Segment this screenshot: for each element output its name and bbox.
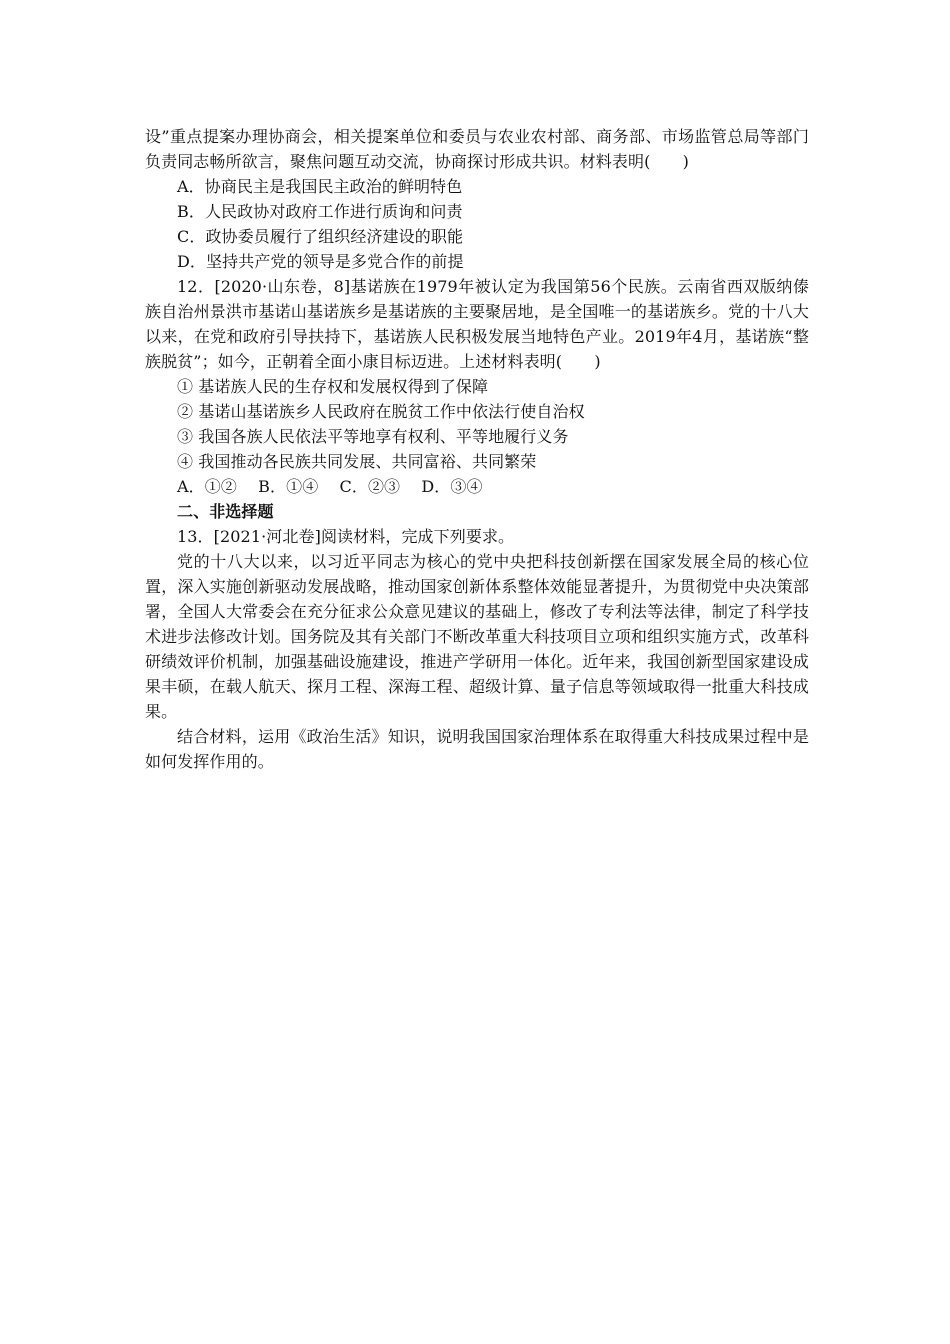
q12-choice-a: A．①② [177,477,237,496]
q12-stem: 12．[2020·山东卷，8]基诺族在1979年被认定为我国第56个民族。云南省西双版纳傣族自治州景洪市基诺山基诺族乡是基诺族的主要聚居地，是全国唯一的基诺族乡。党的十八大以来，在党和政府引导扶持下，基诺族人民积极发展当地特色产业。2019年4月，基诺族“整族脱贫”；如今，正朝着全面小康目标迈进。上述材料表明( ) [145,277,809,371]
q12-statement-4: ④ 我国推动各民族共同发展、共同富裕、共同繁荣 [177,452,537,471]
q12-statement-2: ② 基诺山基诺族乡人民政府在脱贫工作中依法行使自治权 [177,402,585,421]
q11-option-c: C．政协委员履行了组织经济建设的职能 [177,227,464,246]
q13-stem: 13．[2021·河北卷]阅读材料，完成下列要求。 [177,527,515,546]
q12-statement-3: ③ 我国各族人民依法平等地享有权利、平等地履行义务 [177,427,569,446]
q11-option-b: B．人民政协对政府工作进行质询和问责 [177,202,463,221]
q12-statement-1: ① 基诺族人民的生存权和发展权得到了保障 [177,377,489,396]
q11-stem-continuation: 设”重点提案办理协商会，相关提案单位和委员与农业农村部、商务部、市场监管总局等部门负责同志畅所欲言，聚焦问题互动交流，协商探讨形成共识。材料表明( ) [145,127,809,171]
section-heading: 二、非选择题 [177,502,274,521]
q11-option-a: A．协商民主是我国民主政治的鲜明特色 [177,177,463,196]
document-page [145,124,809,774]
q11-option-d: D．坚持共产党的领导是多党合作的前提 [177,252,464,271]
q13-question: 结合材料，运用《政治生活》知识，说明我国国家治理体系在取得重大科技成果过程中是如何发挥作用的。 [145,727,809,771]
q12-choices [145,474,809,499]
q12-choice-b: B．①④ [258,477,319,496]
q13-material: 党的十八大以来，以习近平同志为核心的党中央把科技创新摆在国家发展全局的核心位置，深入实施创新驱动发展战略，推动国家创新体系整体效能显著提升，为贯彻党中央决策部署，全国人大常委会在充分征求公众意见建议的基础上，修改了专利法等法律，制定了科学技术进步法修改计划。国务院及其有关部门不断改革重大科技项目立项和组织实施方式，改革科研绩效评价机制，加强基础设施建设，推进产学研用一体化。近年来，我国创新型国家建设成果丰硕，在载人航天、探月工程、深海工程、超级计算、量子信息等领域取得一批重大科技成果。 [145,552,809,721]
q12-choice-d: D．③④ [421,477,483,496]
q12-choice-c: C．②③ [339,477,401,496]
